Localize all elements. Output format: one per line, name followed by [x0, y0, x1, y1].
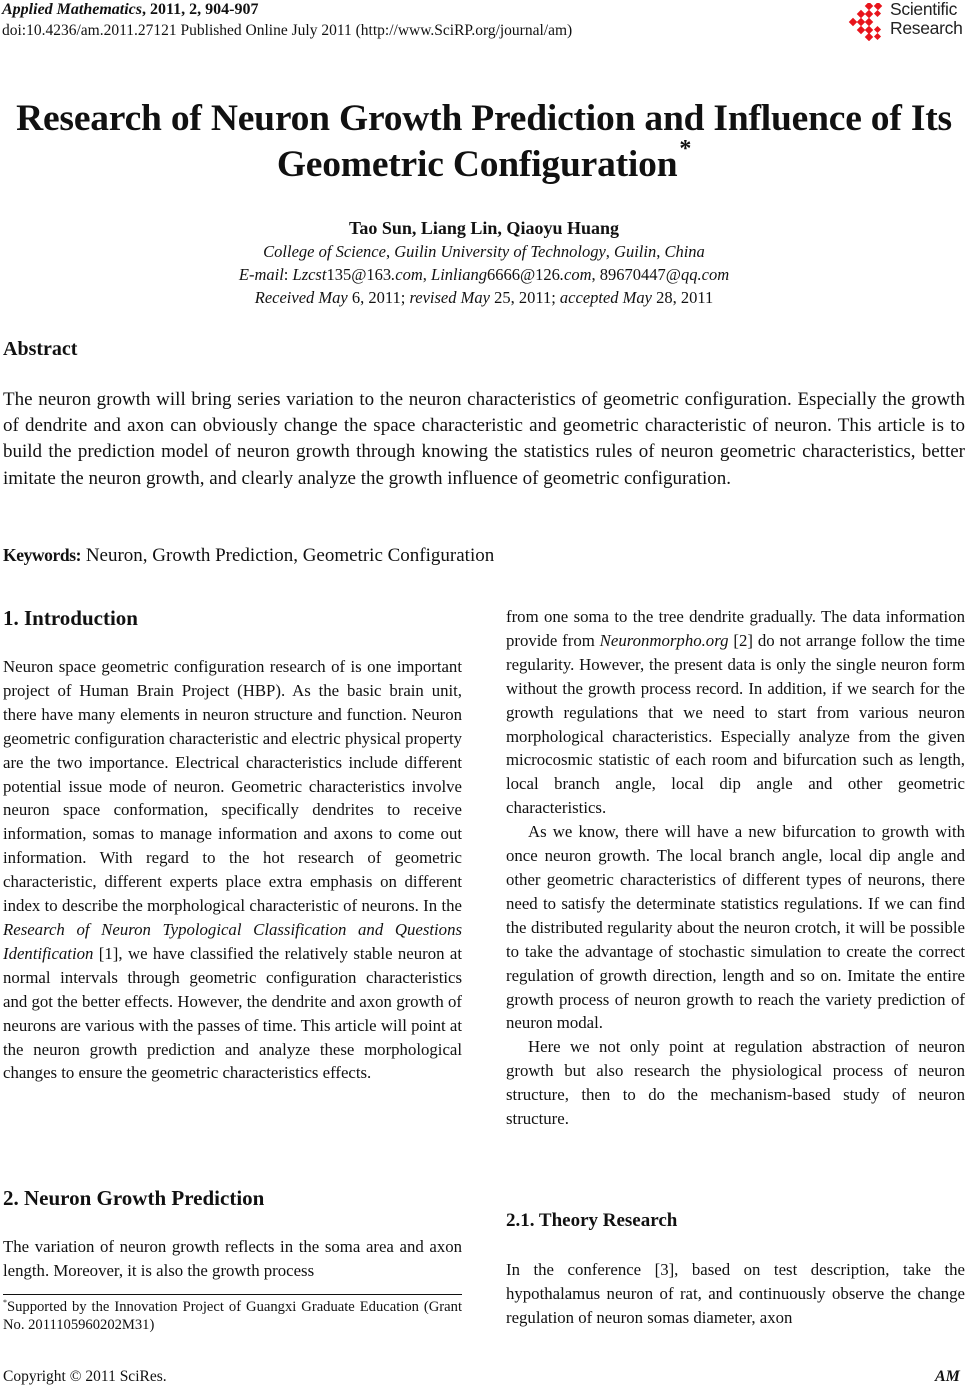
- logo-text: [890, 0, 963, 38]
- journal-abbreviation: AM: [935, 1368, 960, 1385]
- growth-paragraph-1-continued: from one soma to the tree dendrite gradually. The data information provide from Neuronmorpho.org [2] do not arrange follow the time regularity. However, the present data is only the single neuron form without the growth process record. In addition, if we search for the growth regulations that we need to start from various neuron morphological characteristics. Especially analyze from the given microcosmic statistic of each room and bifurcation such as length, local branch angle, local dip angle and other geometric characteristics.: [506, 607, 965, 818]
- abstract-heading: Abstract: [3, 338, 78, 360]
- publisher-logo: [848, 1, 968, 43]
- growth-prediction-body-start: [3, 1235, 462, 1283]
- abstract-text: The neuron growth will bring series variation to the neuron characteristics of geometric configuration. Especially the growth of dendrite and axon can obviously change the space characteristic and geometric characteristic of neuron. This article is to build the prediction model of neuron growth through knowing the statistics rules of neuron geometric characteristics, better imitate the neuron growth, and clearly analyze the growth influence of geometric configuration.: [3, 389, 965, 489]
- subsection-heading-theory-research: 2.1. Theory Research: [506, 1210, 678, 1231]
- paper-title: [0, 96, 968, 188]
- email-link-3[interactable]: 89670447@qq.com: [599, 265, 730, 284]
- keywords-value: Neuron, Growth Prediction, Geometric Configuration: [81, 545, 495, 566]
- logo-line-1: Scientific: [890, 0, 958, 19]
- email-link-1[interactable]: Lzcst135@163.com: [292, 265, 423, 284]
- email-link-2[interactable]: Linliang6666@126.com: [431, 265, 592, 284]
- cited-work-title: Research of Neuron Typological Classification and Questions Identification: [3, 919, 462, 963]
- journal-volume-pages: , 2011, 2, 904-907: [142, 1, 259, 18]
- dates-line: Received May 6, 2011; revised May 25, 2011; accepted May 28, 2011: [254, 288, 714, 307]
- growth-paragraph-2: As we know, there will have a new bifurcation to growth with once neuron growth. The local branch angle, local dip angle and other geometric characteristics of different types of neurons, there need to satisfy the determinate statistics regulations. If we can find the distributed regularity about the neuron crotch, it will be possible to take the advantage of stochastic simulation to create the correct regulation of growth direction, length and so on. Imitate the entire growth process of neuron growth to reach the variety prediction of neuron modal.: [506, 822, 965, 1033]
- journal-name: Applied Mathematics: [2, 1, 142, 18]
- growth-paragraph-1: The variation of neuron growth reflects in the soma area and axon length. Moreover, it is also the growth process: [3, 1237, 462, 1280]
- theory-research-body: [506, 1258, 965, 1330]
- keywords: [3, 543, 494, 568]
- title-footnote-mark[interactable]: *: [679, 136, 692, 162]
- doi-line: doi:10.4236/am.2011.27121 Published Online July 2011 (http://www.SciRP.org/journal/am): [2, 22, 573, 39]
- growth-paragraph-3: Here we not only point at regulation abstraction of neuron growth but also research the physiological process of neuron structure, then to do the mechanism-based study of neuron structure.: [506, 1037, 965, 1129]
- theory-paragraph-1: In the conference [3], based on test description, take the hypothalamus neuron of rat, and continuously observe the change regulation of neuron somas diameter, axon: [506, 1260, 965, 1327]
- growth-prediction-body-continued: [506, 605, 965, 1131]
- keywords-label: Keywords:: [3, 545, 82, 565]
- title-line-1: Research of Neuron Growth Prediction and Influence of Its: [16, 98, 952, 139]
- copyright-notice: Copyright © 2011 SciRes.: [3, 1368, 167, 1385]
- neuronmorpho-reference: Neuronmorpho.org: [599, 630, 729, 650]
- title-line-2: Geometric Configuration*: [276, 136, 692, 185]
- affiliation: College of Science, Guilin University of Technology, Guilin, China: [263, 242, 705, 261]
- diamond-dots-logo-icon: [848, 3, 888, 41]
- logo-line-2: Research: [890, 18, 963, 38]
- authors: Tao Sun, Liang Lin, Qiaoyu Huang: [349, 218, 619, 238]
- intro-paragraph: Neuron space geometric configuration research of is one important project of Human Brain Project (HBP). As the basic brain unit, there have many elements in neuron structure and function. Neuron geometric configuration characteristic and electric physical property are the two importance. Electrical characteristics include different potential issue mode of neuron. Geometric characteristics involve neuron space conformation, specifically dendrites to receive information, somas to manage information and axons to come out information. With regard to the hot research of geometric characteristic, different experts place extra emphasis on different index to describe the morphological characteristic of neurons. In the Research of Neuron Typological Classification and Questions Identification [1], we have classified the relatively stable neuron at normal intervals through geometric configuration characteristics and got the better effects. However, the dendrite and axon growth of neurons are various with the passes of time. This article will point at the neuron growth prediction and analyze these morphological changes to ensure the geometric characteristics effects.: [3, 657, 462, 1083]
- section-heading-growth-prediction: 2. Neuron Growth Prediction: [3, 1186, 265, 1210]
- introduction-body: [3, 655, 462, 1085]
- footnote-text: Supported by the Innovation Project of Guangxi Graduate Education (Grant No. 2011105960202M31): [3, 1299, 462, 1333]
- email-line: E-mail: Lzcst135@163.com, Linliang6666@126.com, 89670447@qq.com: [238, 265, 730, 284]
- footnote-divider: [3, 1294, 462, 1295]
- journal-citation: [2, 0, 258, 20]
- footnote-mark: *: [3, 1298, 7, 1307]
- section-heading-introduction: 1. Introduction: [3, 606, 138, 630]
- footnote: [3, 1298, 462, 1334]
